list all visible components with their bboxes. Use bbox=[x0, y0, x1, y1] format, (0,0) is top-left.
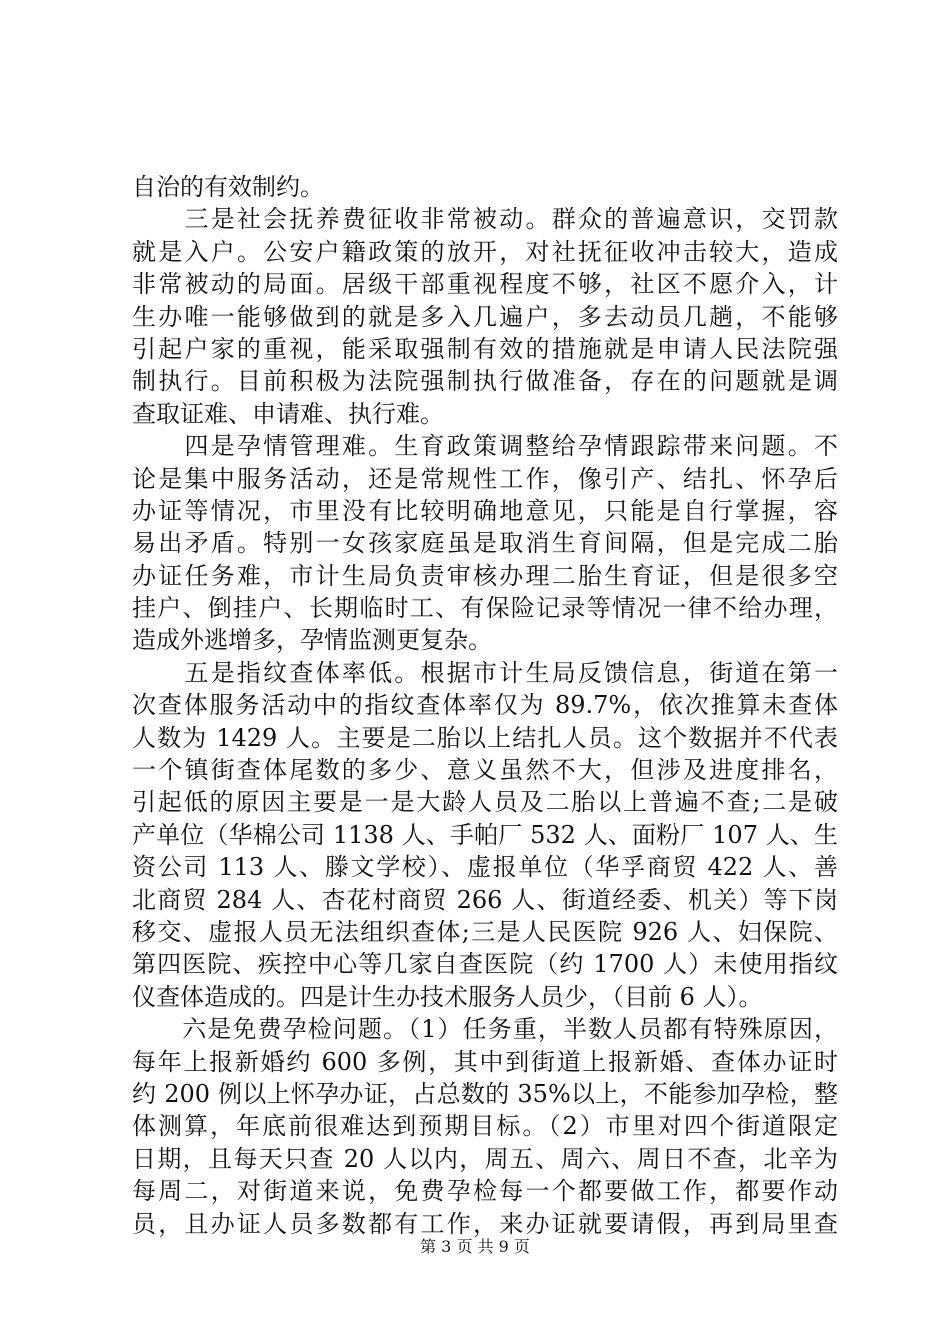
text-line: 约 200 例以上怀孕办证，占总数的 35%以上，不能参加孕检，整 bbox=[132, 1079, 838, 1108]
text-line: 引起低的原因主要是一是大龄人员及二胎以上普遍不查;二是破 bbox=[132, 788, 838, 817]
text-line: 办证任务难，市计生局负责审核办理二胎生育证，但是很多空 bbox=[132, 561, 838, 590]
text-line: 仪查体造成的。四是计生办技术服务人员少，（目前 6 人）。 bbox=[132, 982, 763, 1011]
text-line: 北商贸 284 人、杏花村商贸 266 人、街道经委、机关）等下岗 bbox=[132, 885, 838, 914]
text-line: 资公司 113 人、滕文学校）、虚报单位（华孚商贸 422 人、善 bbox=[132, 853, 838, 882]
text-line: 造成外逃增多，孕情监测更复杂。 bbox=[132, 626, 492, 655]
text-line: 每周二，对街道来说，免费孕检每一个都要做工作，都要作动 bbox=[132, 1177, 838, 1206]
text-line: 每年上报新婚约 600 多例，其中到街道上报新婚、查体办证时 bbox=[132, 1047, 838, 1076]
text-line: 员，且办证人员多数都有工作，来办证就要请假，再到局里查 bbox=[132, 1209, 838, 1238]
text-line: 产单位（华棉公司 1138 人、手帕厂 532 人、面粉厂 107 人、生 bbox=[132, 820, 838, 849]
text-line: 第四医院、疾控中心等几家自查医院（约 1700 人）未使用指纹 bbox=[132, 950, 838, 979]
text-line: 易出矛盾。特别一女孩家庭虽是取消生育间隔，但是完成二胎 bbox=[132, 529, 838, 558]
text-line: 引起户家的重视，能采取强制有效的措施就是申请人民法院强 bbox=[132, 334, 838, 363]
text-line: 就是入户。公安户籍政策的放开，对社抚征收冲击较大，造成 bbox=[132, 237, 838, 266]
text-line: 六是免费孕检问题。（1）任务重，半数人员都有特殊原因， bbox=[132, 1015, 838, 1044]
text-line: 日期，且每天只查 20 人以内，周五、周六、周日不查，北辛为 bbox=[132, 1144, 838, 1173]
text-line: 办证等情况，市里没有比较明确地意见，只能是自行掌握，容 bbox=[132, 496, 838, 525]
text-line: 四是孕情管理难。生育政策调整给孕情跟踪带来问题。不 bbox=[132, 432, 838, 461]
text-line: 一个镇街查体尾数的多少、意义虽然不大，但涉及进度排名， bbox=[132, 756, 838, 785]
text-line: 次查体服务活动中的指纹查体率仅为 89.7%，依次推算未查体 bbox=[132, 691, 838, 720]
text-line: 移交、虚报人员无法组织查体;三是人民医院 926 人、妇保院、 bbox=[132, 917, 838, 946]
text-line: 三是社会抚养费征收非常被动。群众的普遍意识，交罚款 bbox=[132, 205, 838, 234]
text-line: 挂户、倒挂户、长期临时工、有保险记录等情况一律不给办理， bbox=[132, 594, 838, 623]
text-line: 体测算，年底前很难达到预期目标。（2）市里对四个街道限定 bbox=[132, 1112, 838, 1141]
text-line: 制执行。目前积极为法院强制执行做准备，存在的问题就是调 bbox=[132, 367, 838, 396]
text-line: 论是集中服务活动，还是常规性工作，像引产、结扎、怀孕后 bbox=[132, 464, 838, 493]
page-footer: 第 3 页 共 9 页 bbox=[420, 1237, 530, 1256]
text-line: 自治的有效制约。 bbox=[132, 173, 324, 201]
document-body bbox=[132, 171, 838, 1240]
text-line: 查取证难、申请难、执行难。 bbox=[132, 399, 444, 428]
text-line: 人数为 1429 人。主要是二胎以上结扎人员。这个数据并不代表 bbox=[132, 723, 838, 752]
text-line: 生办唯一能够做到的就是多入几遍户，多去动员几趟，不能够 bbox=[132, 302, 838, 331]
text-line: 非常被动的局面。居级干部重视程度不够，社区不愿介入，计 bbox=[132, 270, 838, 299]
text-line: 五是指纹查体率低。根据市计生局反馈信息，街道在第一 bbox=[132, 658, 838, 687]
